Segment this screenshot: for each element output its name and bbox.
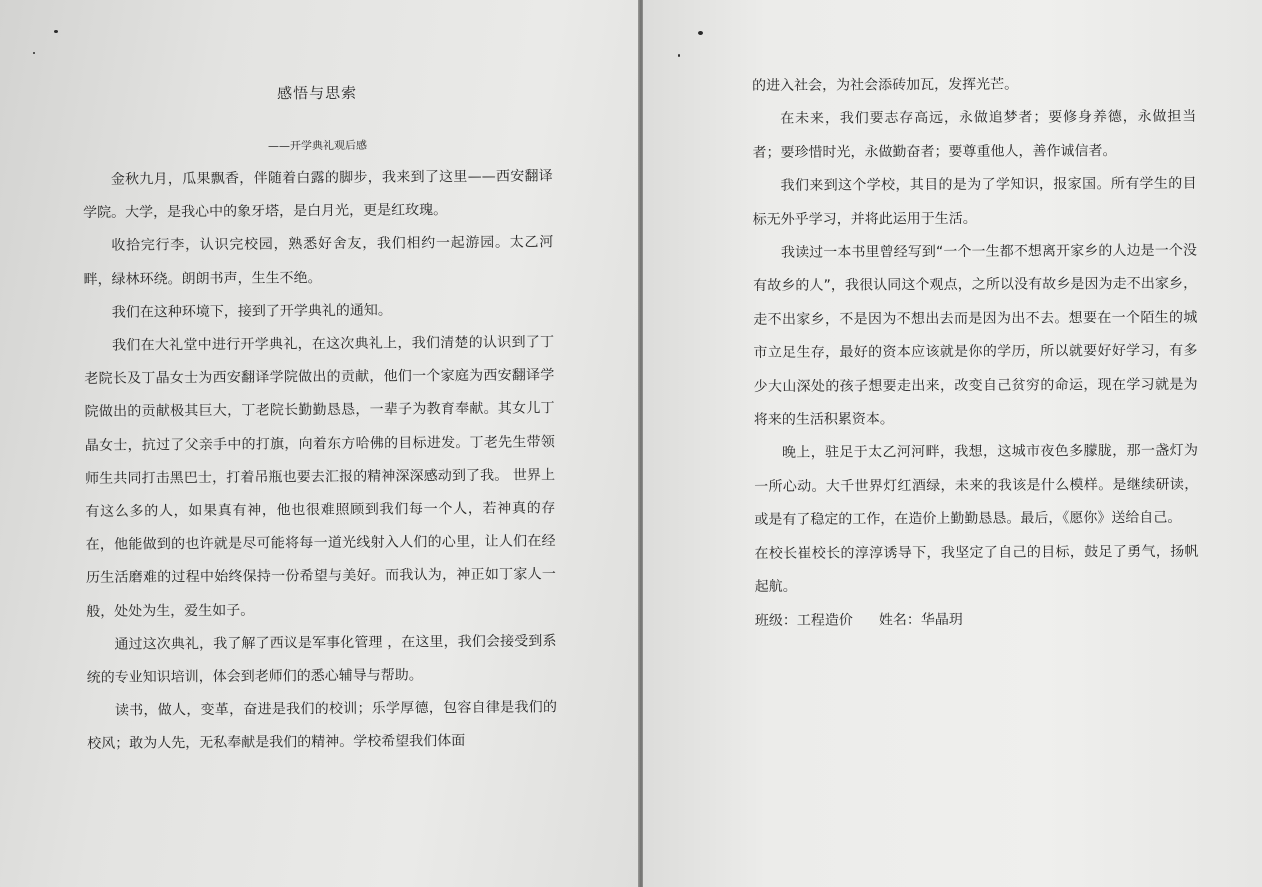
class-value: 工程造价 (796, 611, 853, 629)
paragraph: 我们在这种环境下，接到了开学典礼的通知。 (111, 302, 392, 321)
paragraph: 在校长崔校长的淳淳诱导下，我坚定了自己的目标，鼓足了勇气，扬帆起航。 (754, 543, 1199, 596)
paragraph: 我读过一本书里曾经写到“一个一生都不想离开家乡的人边是一个没有故乡的人”，我很认同这个观点，之所以没有故乡是因为走不出家乡，走不出家乡，不是因为不想出去而是因为出不去。想要在一个陌生的城市立足生存，最好的资本应该就是你的学历，所以就要好好学习，有多少大山深处的孩子想要走出来，改变自己贫穷的命运，现在学习就是为将来的生活积累资本。 (753, 242, 1198, 429)
paragraph: 的进入社会，为社会添砖加瓦，发挥光芒。 (752, 76, 1019, 94)
paragraph: 我们来到这个学校，其目的是为了学知识，报家国。所有学生的目标无外乎学习，并将此运用于生活。 (752, 175, 1197, 228)
name-value: 华晶玥 (920, 611, 963, 628)
document-title: 感悟与思索 (277, 83, 358, 103)
paper-speck (33, 52, 35, 54)
paragraph: 我们在大礼堂中进行开学典礼，在这次典礼上，我们清楚的认识到了丁老院长及丁晶女士为西安翻译学院做出的贡献，他们一个家庭为西安翻译学院做出的贡献极其巨大，丁老院长勤勤恳恳，一辈子为教育奉献。其女儿丁晶女士，抗过了父亲手中的打旗，向着东方哈佛的目标进发。丁老先生带领师生共同打击黑巴士，打着吊瓶也要去汇报的精神深深感动到了我。 世界上有这么多的人，如果真有神，他也很难照顾到我们每一个人，若神真的存在，他能做到的也许就是尽可能将每一道光线射入人们的心里，让人们在经历生活磨难的过程中始终保持一份希望与美好。而我认为，神正如丁家人一般，处处为生，爱生如子。 (84, 334, 556, 620)
left-page-body (82, 76, 557, 761)
class-label: 班级： (754, 612, 797, 629)
paragraph: 晚上，驻足于太乙河河畔，我想，这城市夜色多朦胧，那一盏灯为一所心动。大千世界灯红酒绿，未来的我该是什么模样。是继续研读，或是有了稳定的工作，在造价上勤勤恳恳。最后，《愿你》送给自己。 (754, 443, 1199, 529)
paper-speck (698, 31, 703, 35)
signature-line (755, 602, 1199, 638)
paragraph: 通过这次典礼，我了解了西议是军事化管理 ，在这里，我们会接受到系统的专业知识培训，体会到老师们的悉心辅导与帮助。 (86, 633, 557, 687)
paragraph: 在未来，我们要志存高远，永做追梦者；要修身养德，永做担当者；要珍惜时光，永做勤奋者；要尊重他人，善作诚信者。 (752, 109, 1197, 161)
paper-speck (54, 30, 58, 33)
paragraph: 读书，做人，变革，奋进是我们的校训；乐学厚德，包容自律是我们的校风；敢为人先，无私奉献是我们的精神。学校希望我们体面 (87, 699, 558, 753)
right-page-body (752, 68, 1199, 638)
paragraph: 收拾完行李，认识完校园，熟悉好舍友，我们相约一起游园。太乙河畔，绿林环绕。朗朗书声，生生不绝。 (83, 234, 554, 288)
document-subtitle: ——开学典礼观后感 (267, 138, 368, 153)
right-page (643, 0, 1262, 887)
paragraph: 金秋九月，瓜果飘香，伴随着白露的脚步，我来到了这里——西安翻译学院。大学，是我心中的象牙塔，是白月光，更是红玫瑰。 (82, 168, 553, 222)
paper-speck (678, 54, 680, 57)
name-label: 姓名： (878, 611, 921, 628)
